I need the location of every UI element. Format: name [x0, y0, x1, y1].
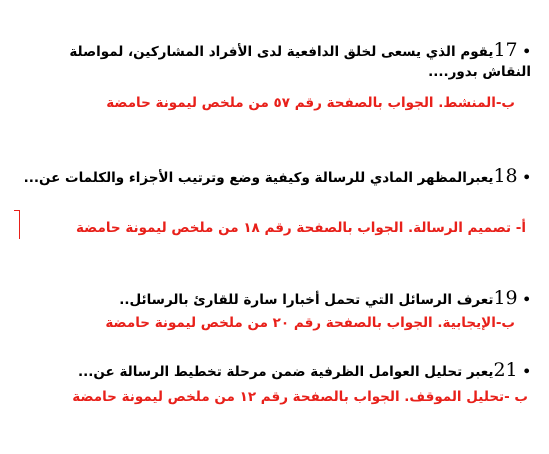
answer-18 [76, 219, 526, 237]
question-number: 19 [493, 287, 518, 309]
question-text: يعبر تحليل العوامل الظرفية ضمن مرحلة تخطيط الرسالة عن... [78, 364, 494, 380]
question-text: يعبرالمظهر المادي للرسالة وكيفية وضع وترتيب الأجزاء والكلمات عن... [23, 170, 494, 186]
question-number: 17 [493, 39, 518, 61]
bullet: • [522, 364, 531, 380]
answer-text: ب-الإيجابية. الجواب بالصفحة رقم ٢٠ من ملخص ليمونة حامضة [105, 315, 515, 331]
underline-rule [19, 210, 20, 239]
question-18 [11, 166, 531, 188]
answer-text: ب-المنشط. الجواب بالصفحة رقم ٥٧ من ملخص ليمونة حامضة [106, 95, 515, 111]
bullet: • [522, 44, 531, 60]
question-number: 18 [493, 165, 518, 187]
answer-21 [72, 388, 528, 406]
question-text: يقوم الذي يسعى لخلق الدافعية لدى الأفراد المشاركين، لمواصلة النقاش بدور.... [69, 44, 531, 80]
bullet: • [522, 292, 531, 308]
question-21 [11, 360, 531, 382]
answer-text: ب -تحليل الموقف. الجواب بالصفحة رقم ١٢ من ملخص ليمونة حامضة [72, 389, 528, 405]
question-number: 21 [493, 359, 518, 381]
question-17 [19, 40, 531, 82]
question-19 [11, 288, 531, 310]
answer-19 [105, 314, 515, 332]
answer-17 [106, 94, 515, 112]
answer-text: أ- تصميم الرسالة. الجواب بالصفحة رقم ١٨ من ملخص ليمونة حامضة [75, 220, 526, 236]
question-text: تعرف الرسائل التي تحمل أخبارا سارة للقارئ بالرسائل.. [119, 292, 494, 308]
bullet: • [522, 170, 531, 186]
